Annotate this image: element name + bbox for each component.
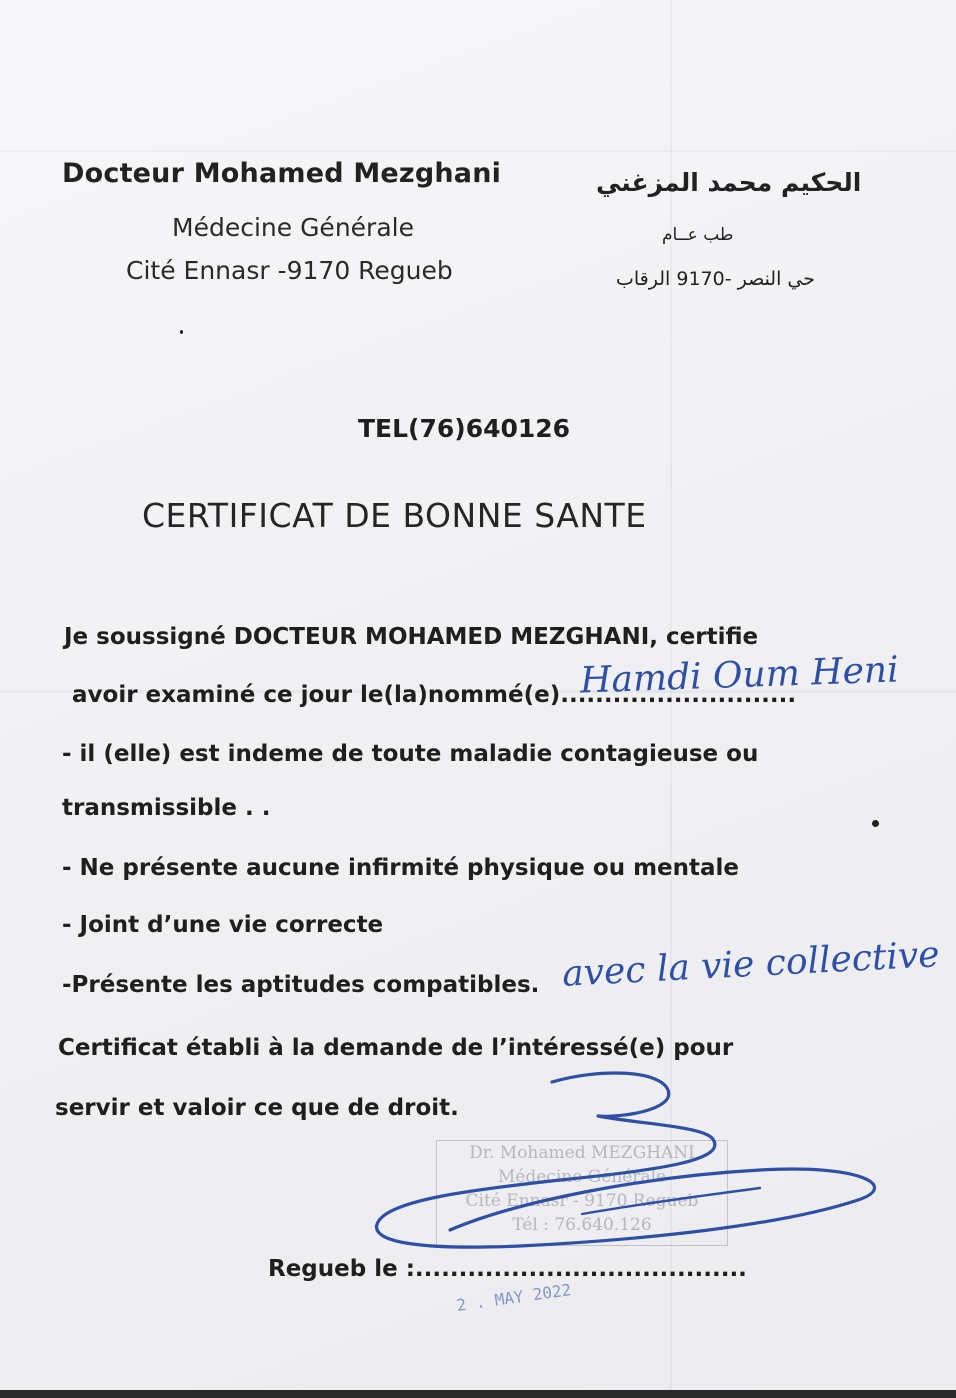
ink-speck — [872, 820, 879, 827]
infirmity-line: - Ne présente aucune infirmité physique ou mentale — [62, 855, 740, 881]
request-line: Certificat établi à la demande de l’intéressé(e) pour — [58, 1035, 734, 1061]
life-line: - Joint d’une vie correcte — [62, 912, 384, 938]
stamp-specialty: Médecine Générale — [497, 1167, 667, 1187]
contagious-line: - il (elle) est indeme de toute maladie contagieuse ou — [62, 741, 759, 767]
ink-speck — [180, 330, 183, 334]
stamp-address: Cité Ennasr - 9170 Regueb — [465, 1191, 699, 1211]
phone-number: TEL(76)640126 — [358, 414, 571, 443]
certification-line: Je soussigné DOCTEUR MOHAMED MEZGHANI, certifie — [64, 624, 759, 650]
doctor-specialty: Médecine Générale — [172, 213, 414, 242]
doctor-name-arabic: الحكيم محمد المزغني — [596, 168, 862, 197]
paper-crease — [0, 150, 956, 152]
handwritten-patient-name: Hamdi Oum Heni — [579, 649, 900, 702]
examined-line: avoir examiné ce jour le(la)nommé(e)........................... — [72, 682, 797, 708]
stamp-name: Dr. Mohamed MEZGHANI — [469, 1143, 695, 1163]
doctor-address-arabic: حي النصر -9170 الرقاب — [616, 268, 815, 290]
doctor-name: Docteur Mohamed Mezghani — [62, 158, 502, 189]
place-date-line: Regueb le :...................................... — [268, 1256, 747, 1282]
document-title: CERTIFICAT DE BONNE SANTE — [142, 496, 647, 535]
doctor-stamp — [436, 1140, 728, 1246]
doctor-address: Cité Ennasr -9170 Regueb — [126, 256, 453, 285]
handwritten-addition: avec la vie collective — [561, 934, 941, 995]
date-stamp: 2 . MAY 2022 — [455, 1280, 573, 1315]
stamp-phone: Tél : 76.640.126 — [512, 1215, 652, 1235]
aptitudes-line: -Présente les aptitudes compatibles. — [62, 972, 540, 998]
purpose-line: servir et valoir ce que de droit. — [55, 1095, 459, 1121]
transmissible-line: transmissible . . — [62, 795, 271, 821]
doctor-specialty-arabic: طب عــام — [662, 225, 734, 245]
